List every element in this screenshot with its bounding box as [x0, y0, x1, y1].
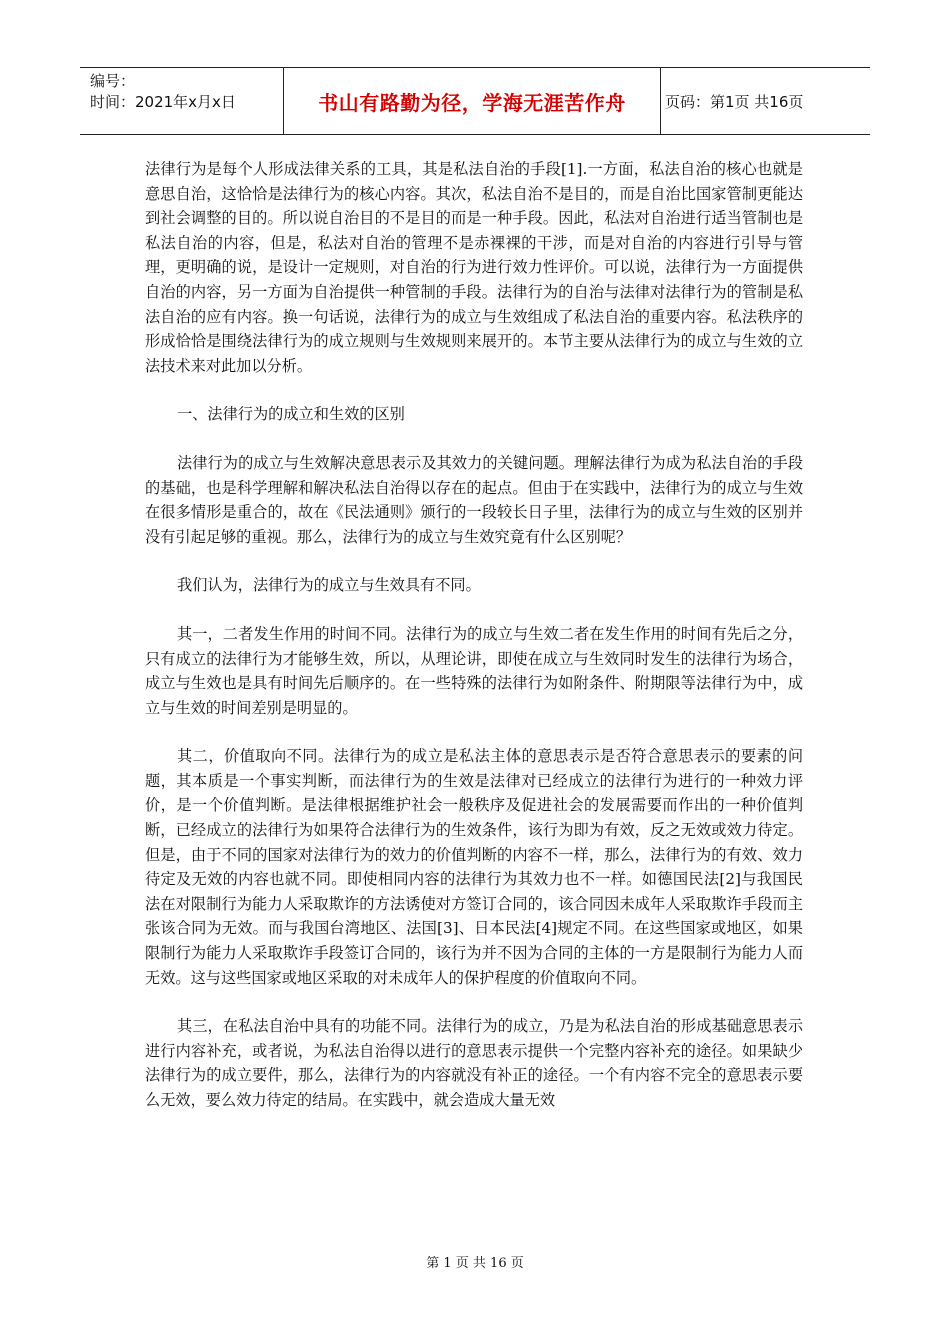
section-heading: 一、法律行为的成立和生效的区别 — [177, 405, 405, 424]
header-motto: 书山有路勤为径，学海无涯苦作舟 — [318, 90, 626, 115]
paragraph-point-three: 其三，在私法自治中具有的功能不同。法律行为的成立，乃是为私法自治的形成基础意思表示进行内容补充，或者说，为私法自治得以进行的意思表示提供一个完整内容补充的途径。如果缺少法律行为的成立要件，那么，法律行为的内容就没有补正的途径。一个有内容不完全的意思表示要么无效，要么效力待定的结局。在实践中，就会造成大量无效 — [145, 1017, 803, 1109]
header-meta — [80, 68, 283, 134]
document-number-label: 编号： — [90, 72, 136, 90]
header-page-number: 页码：第1页 共16页 — [665, 92, 804, 111]
paragraph-overview: 法律行为的成立与生效解决意思表示及其效力的关键问题。理解法律行为成为私法自治的手段的基础，也是科学理解和解决私法自治得以存在的起点。但由于在实践中，法律行为的成立与生效在很多情形是重合的，故在《民法通则》颁行的一段较长日子里，法律行为的成立与生效的区别并没有引起足够的重视。那么，法律行为的成立与生效究竟有什么区别呢？ — [145, 453, 803, 546]
paragraph-thesis: 我们认为，法律行为的成立与生效具有不同。 — [177, 576, 481, 595]
document-date-label: 时间：2021年x月x日 — [90, 93, 236, 111]
page-footer: 第 1 页 共 16 页 — [426, 1256, 524, 1271]
header-motto-cell — [283, 68, 661, 134]
header-page-cell — [661, 68, 870, 134]
paragraph-intro: 法律行为是每个人形成法律关系的工具，其是私法自治的手段[1].一方面，私法自治的核心也就是意思自治，这恰恰是法律行为的核心内容。其次，私法自治不是目的，而是自治比国家管制更能达到社会调整的目的。所以说自治目的不是目的而是一种手段。因此，私法对自治进行适当管制也是私法自治的内容，但是，私法对自治的管理不是赤裸裸的干涉，而是对自治的内容进行引导与管理，更明确的说，是设计一定规则，对自治的行为进行效力性评价。可以说，法律行为一方面提供自治的内容，另一方面为自治提供一种管制的手段。法律行为的自治与法律对法律行为的管制是私法自治的应有内容。换一句话说，法律行为的成立与生效组成了私法自治的重要内容。私法秩序的形成恰恰是围绕法律行为的成立规则与生效规则来展开的。本节主要从法律行为的成立与生效的立法技术来对此加以分析。 — [145, 160, 803, 375]
paragraph-point-one: 其一，二者发生作用的时间不同。法律行为的成立与生效二者在发生作用的时间有先后之分，只有成立的法律行为才能够生效，所以，从理论讲，即使在成立与生效同时发生的法律行为场合，成立与生效也是具有时间先后顺序的。在一些特殊的法律行为如附条件、附期限等法律行为中，成立与生效的时间差别是明显的。 — [145, 624, 803, 717]
page-header — [80, 67, 870, 135]
paragraph-point-two: 其二，价值取向不同。法律行为的成立是私法主体的意思表示是否符合意思表示的要素的问题，其本质是一个事实判断，而法律行为的生效是法律对已经成立的法律行为进行的一种效力评价，是一个价值判断。是法律根据维护社会一般秩序及促进社会的发展需要而作出的一种价值判断，已经成立的法律行为如果符合法律行为的生效条件，该行为即为有效，反之无效或效力待定。但是，由于不同的国家对法律行为的效力的价值判断的内容不一样，那么，法律行为的有效、效力待定及无效的内容也就不同。即使相同内容的法律行为其效力也不一样。如德国民法[2]与我国民法在对限制行为能力人采取欺诈的方法诱使对方签订合同的，该合同因未成年人采取欺诈手段而主张该合同为无效。而与我国台湾地区、法国[3]、日本民法[4]规定不同。在这些国家或地区，如果限制行为能力人采取欺诈手段签订合同的，该行为并不因为合同的主体的一方是限制行为能力人而无效。这与这些国家或地区采取的对未成年人的保护程度的价值取向不同。 — [145, 747, 803, 987]
document-body — [145, 157, 803, 1113]
